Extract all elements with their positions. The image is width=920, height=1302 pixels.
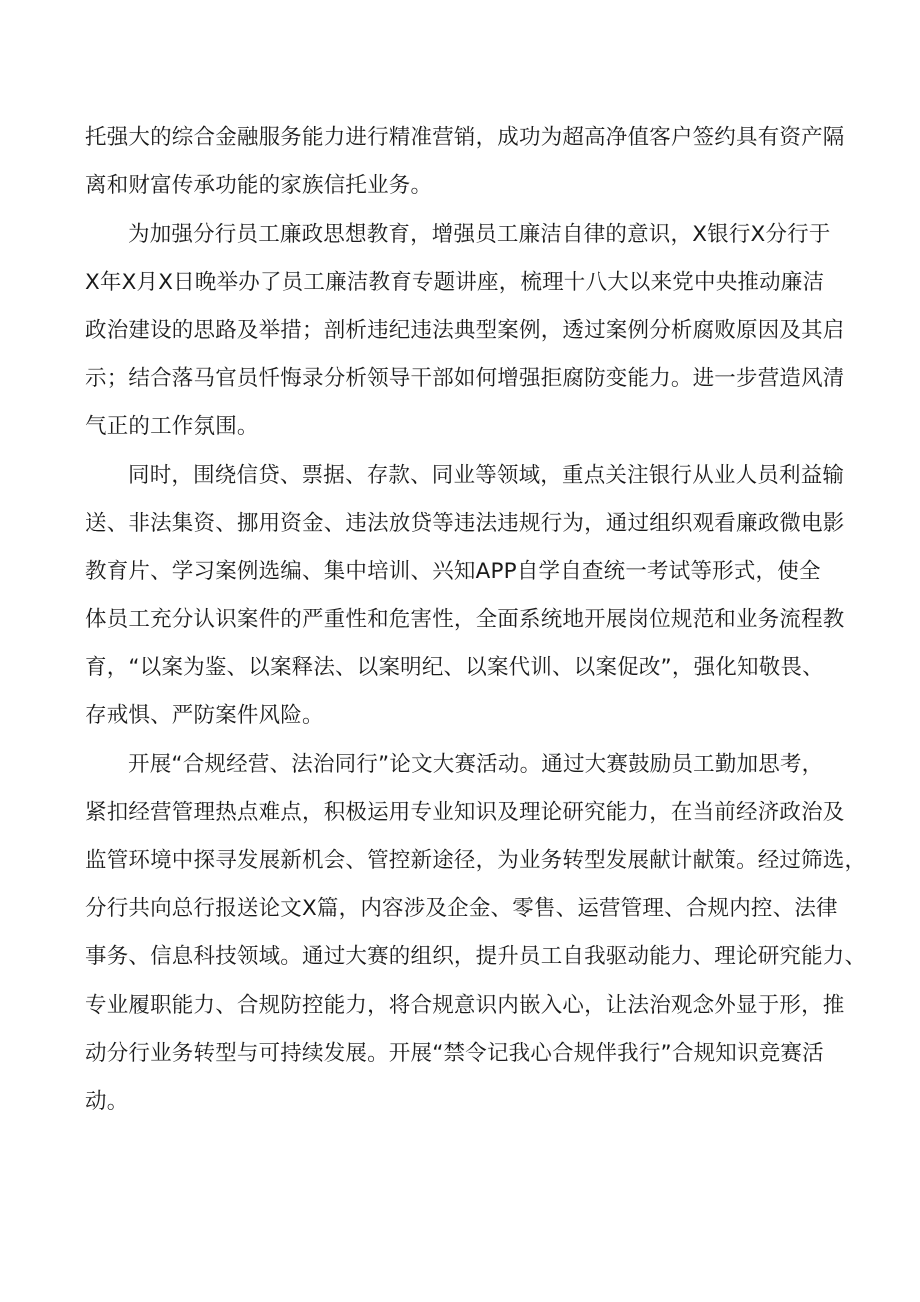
text-line: 托强大的综合金融服务能力进行精准营销，成功为超高净值客户签约具有资产隔 [85,125,845,150]
text-line: 育，“以案为鉴、以案释法、以案明纪、以案代训、以案促改”，强化知敬畏、 [85,655,824,680]
text-line: 同时，围绕信贷、票据、存款、同业等领域，重点关注银行从业人员利益输 [128,463,845,488]
text-line: 离和财富传承功能的家族信托业务。 [85,173,433,198]
text-line: 监管环境中探寻发展新机会、管控新途径，为业务转型发展献计献策。经过筛选， [85,848,867,873]
text-line: 动。 [85,1089,129,1114]
text-line: 动分行业务转型与可持续发展。开展“禁令记我心合规伴我行”合规知识竞赛活 [85,1041,824,1066]
text-line: 示；结合落马官员忏悔录分析领导干部如何增强拒腐防变能力。进一步营造风清 [85,366,845,391]
text-line: X年X月X日晚举办了员工廉洁教育专题讲座，梳理十八大以来党中央推动廉洁 [85,270,825,295]
text-line: 分行共向总行报送论文X篇，内容涉及企金、零售、运营管理、合规内控、法律 [85,896,838,921]
text-line: 送、非法集资、挪用资金、违法放贷等违法违规行为，通过组织观看廉政微电影 [85,511,845,536]
text-line: 存戒惧、严防案件风险。 [85,703,324,728]
text-line: 开展“合规经营、法治同行”论文大赛活动。通过大赛鼓励员工勤加思考， [128,752,824,777]
text-line: 气正的工作氛围。 [85,414,259,439]
text-line: 教育片、学习案例选编、集中培训、兴知APP自学自查统一考试等形式，使全 [85,559,821,584]
text-line: 专业履职能力、合规防控能力，将合规意识内嵌入心，让法治观念外显于形，推 [85,993,845,1018]
text-line: 为加强分行员工廉政思想教育，增强员工廉洁自律的意识，X银行X分行于 [128,222,831,247]
text-line: 政治建设的思路及举措；剖析违纪违法典型案例，透过案例分析腐败原因及其启 [85,318,845,343]
text-line: 事务、信息科技领域。通过大赛的组织，提升员工自我驱动能力、理论研究能力、 [85,944,867,969]
text-line: 体员工充分认识案件的严重性和危害性，全面系统地开展岗位规范和业务流程教 [85,607,845,632]
text-line: 紧扣经营管理热点难点，积极运用专业知识及理论研究能力，在当前经济政治及 [85,800,845,825]
